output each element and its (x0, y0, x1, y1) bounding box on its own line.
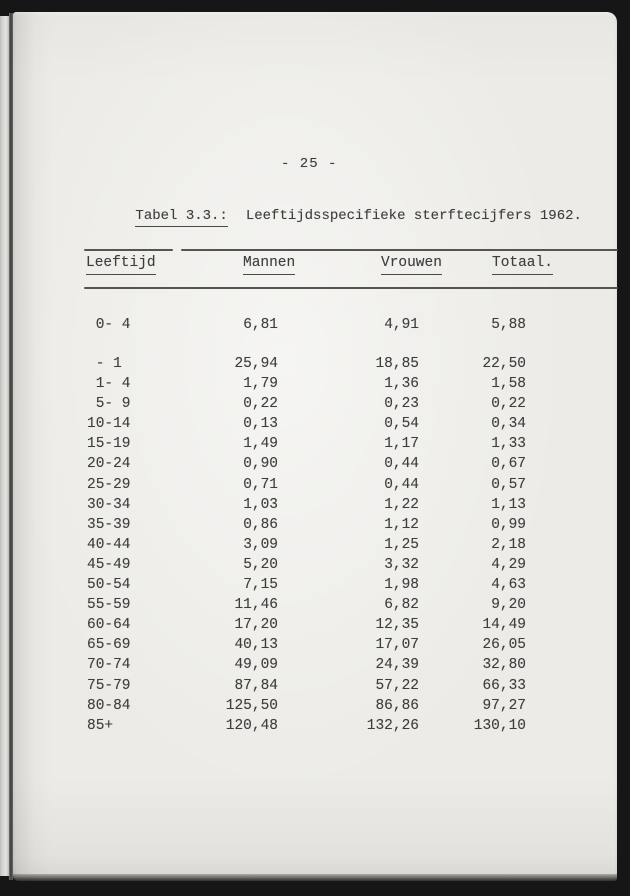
table-row (13, 475, 617, 495)
vrouwen-cell: 1,17 (384, 436, 419, 453)
table-row (13, 414, 617, 434)
totaal-cell: 4,63 (491, 577, 526, 594)
mannen-cell: 6,81 (243, 317, 278, 333)
mannen-cell: 25,94 (234, 356, 278, 372)
age-cell: 0- 4 (87, 317, 131, 333)
page-bottom-edge (13, 874, 617, 882)
vrouwen-cell: 1,25 (384, 536, 419, 553)
table-row (13, 434, 617, 454)
table-row (13, 615, 617, 635)
totaal-cell: 1,58 (491, 376, 526, 393)
table-row (13, 676, 617, 696)
table-title-text: Leeftijdsspecifieke sterftecijfers 1962. (245, 208, 582, 224)
table-row (13, 595, 617, 615)
mannen-cell: 0,90 (243, 456, 278, 473)
totaal-cell: 97,27 (482, 697, 526, 714)
mannen-cell: 1,49 (243, 436, 278, 453)
mannen-cell: 120,48 (225, 717, 278, 734)
vrouwen-cell: 0,23 (384, 396, 419, 413)
column-header-leeftijd: Leeftijd (86, 255, 156, 275)
vrouwen-cell: 1,22 (384, 496, 419, 513)
age-cell: 50-54 (87, 577, 131, 594)
mannen-cell: 49,09 (234, 657, 278, 674)
totaal-cell: 66,33 (482, 677, 526, 694)
table-title (85, 192, 582, 240)
totaal-cell: 0,67 (491, 456, 526, 473)
mannen-cell: 0,71 (243, 476, 278, 493)
table-header-rule (84, 287, 618, 289)
table-row (13, 555, 617, 575)
vrouwen-cell: 1,36 (384, 376, 419, 393)
document-page (13, 12, 617, 881)
totaal-cell: 130,10 (473, 717, 526, 734)
totaal-cell: 5,88 (491, 317, 526, 333)
book-edge-strip (0, 16, 9, 876)
table-row (13, 515, 617, 535)
vrouwen-cell: 0,44 (384, 476, 419, 493)
mannen-cell: 87,84 (234, 677, 278, 694)
table-row (13, 696, 617, 716)
age-cell: 30-34 (87, 496, 131, 513)
table-top-rule-right (181, 249, 618, 251)
mannen-cell: 7,15 (243, 577, 278, 594)
column-header-vrouwen: Vrouwen (381, 255, 442, 275)
age-cell: 40-44 (87, 536, 131, 553)
mannen-cell: 0,86 (243, 516, 278, 533)
totaal-cell: 26,05 (482, 637, 526, 654)
totaal-cell: 22,50 (482, 356, 526, 372)
age-cell: 85+ (87, 717, 114, 734)
totaal-cell: 1,33 (491, 436, 526, 453)
age-cell: 55-59 (87, 597, 131, 614)
totaal-cell: 14,49 (482, 617, 526, 634)
table-row (13, 655, 617, 675)
table-body-section (13, 354, 617, 736)
age-cell: 75-79 (87, 677, 131, 694)
age-cell: 65-69 (87, 637, 131, 654)
table-row (13, 454, 617, 474)
mannen-cell: 3,09 (243, 536, 278, 553)
mannen-cell: 1,03 (243, 496, 278, 513)
age-cell: 60-64 (87, 617, 131, 634)
age-cell: 70-74 (87, 657, 131, 674)
age-cell: 45-49 (87, 556, 131, 573)
table-row (13, 635, 617, 655)
age-cell: 10-14 (87, 416, 131, 433)
totaal-cell: 0,34 (491, 416, 526, 433)
vrouwen-cell: 4,91 (384, 317, 419, 333)
totaal-cell: 4,29 (491, 556, 526, 573)
mannen-cell: 40,13 (234, 637, 278, 654)
age-cell: 25-29 (87, 476, 131, 493)
vrouwen-cell: 6,82 (384, 597, 419, 614)
table-row (13, 374, 617, 394)
mannen-cell: 1,79 (243, 376, 278, 393)
totaal-cell: 32,80 (482, 657, 526, 674)
age-cell: 80-84 (87, 697, 131, 714)
totaal-cell: 1,13 (491, 496, 526, 513)
age-cell: 15-19 (87, 436, 131, 453)
table-row (13, 716, 617, 736)
table-row (13, 394, 617, 414)
age-cell: - 1 (87, 356, 122, 372)
vrouwen-cell: 1,98 (384, 577, 419, 594)
vrouwen-cell: 0,44 (384, 456, 419, 473)
vrouwen-cell: 86,86 (375, 697, 419, 714)
mannen-cell: 125,50 (225, 697, 278, 714)
vrouwen-cell: 57,22 (375, 677, 419, 694)
totaal-cell: 0,99 (491, 516, 526, 533)
page-number: - 25 - (281, 156, 338, 172)
vrouwen-cell: 132,26 (366, 717, 419, 734)
totaal-cell: 9,20 (491, 597, 526, 614)
age-cell: 20-24 (87, 456, 131, 473)
table-title-label: Tabel 3.3.: (135, 208, 227, 227)
age-cell: 5- 9 (87, 396, 131, 413)
mannen-cell: 0,13 (243, 416, 278, 433)
vrouwen-cell: 12,35 (375, 617, 419, 634)
vrouwen-cell: 3,32 (384, 556, 419, 573)
vrouwen-cell: 18,85 (375, 356, 419, 372)
table-row (13, 354, 617, 374)
age-cell: 1- 4 (87, 376, 131, 393)
table-row (13, 315, 617, 335)
vrouwen-cell: 0,54 (384, 416, 419, 433)
mannen-cell: 17,20 (234, 617, 278, 634)
table-row (13, 535, 617, 555)
table-top-rule-left (84, 249, 173, 251)
totaal-cell: 2,18 (491, 536, 526, 553)
column-header-mannen: Mannen (243, 255, 295, 275)
vrouwen-cell: 1,12 (384, 516, 419, 533)
mannen-cell: 0,22 (243, 396, 278, 413)
column-header-totaal: Totaal. (492, 255, 553, 275)
age-cell: 35-39 (87, 516, 131, 533)
table-row (13, 575, 617, 595)
vrouwen-cell: 17,07 (375, 637, 419, 654)
table-row (13, 495, 617, 515)
table-summary-section (13, 315, 617, 335)
totaal-cell: 0,57 (491, 476, 526, 493)
vrouwen-cell: 24,39 (375, 657, 419, 674)
mannen-cell: 5,20 (243, 556, 278, 573)
totaal-cell: 0,22 (491, 396, 526, 413)
mannen-cell: 11,46 (234, 597, 278, 614)
